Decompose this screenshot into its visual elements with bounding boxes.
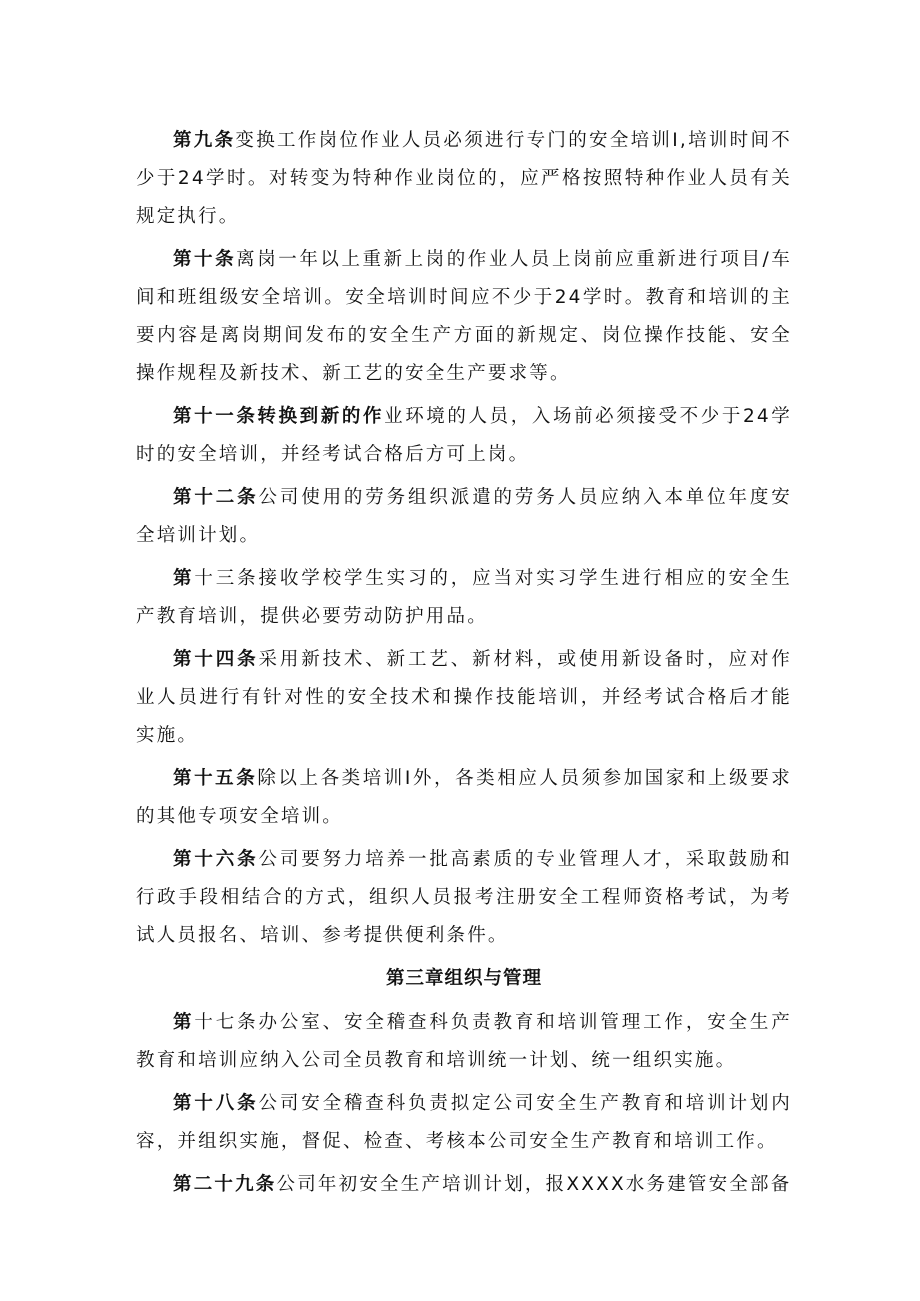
article-text: 业环境的人员，入场前必须接受不少于24学时的安全培训，并经考试合格后方可上岗。 (136, 406, 792, 465)
article-text: 十七条办公室、安全稽查科负责教育和培训管理工作，安全生产教育和培训应纳入公司全员教育和培训统一计划、统一组织实施。 (136, 1012, 792, 1071)
article-29 (136, 1166, 792, 1204)
article-label: 第十八条 (173, 1093, 259, 1114)
article-text: 公司使用的劳务组织派遣的劳务人员应纳入本单位年度安全培训计划。 (136, 487, 792, 546)
article-11 (136, 398, 792, 474)
article-13 (136, 560, 792, 636)
article-16 (136, 841, 792, 955)
article-label: 第十五条 (173, 768, 258, 789)
article-label: 第十二条 (173, 487, 259, 508)
article-text: 公司要努力培养一批高素质的专业管理人才，采取鼓励和行政手段相结合的方式，组织人员报考注册安全工程师资格考试，为考试人员报名、培训、参考提供便利条件。 (136, 849, 792, 946)
article-label: 第十六条 (173, 849, 259, 870)
article-text: 公司年初安全生产培训计划，报XXXX水务建管安全部备 (276, 1174, 792, 1195)
article-12 (136, 479, 792, 555)
chapter-heading: 第三章组织与管理 (385, 968, 542, 989)
article-text: 除以上各类培训I外，各类相应人员须参加国家和上级要求的其他专项安全培训。 (136, 768, 792, 827)
article-10 (136, 241, 792, 393)
article-text: 离岗一年以上重新上岗的作业人员上岗前应重新进行项目/车间和班组级安全培训。安全培训时间应不少于24学时。教育和培训的主要内容是离岗期间发布的安全生产方面的新规定、岗位操作技能、安全操作规程及新技术、新工艺的安全生产要求等。 (136, 249, 792, 384)
article-text: 变换工作岗位作业人员必须进行专门的安全培训I,培训时间不少于24学时。对转变为特种作业岗位的，应严格按照特种作业人员有关规定执行。 (136, 130, 792, 227)
article-label: 第十四条 (173, 649, 259, 670)
article-14 (136, 641, 792, 755)
article-text: 采用新技术、新工艺、新材料，或使用新设备时，应对作业人员进行有针对性的安全技术和操作技能培训，并经考试合格后才能实施。 (136, 649, 792, 746)
article-18 (136, 1085, 792, 1161)
article-label: 第九条 (173, 130, 236, 151)
article-17 (136, 1004, 792, 1080)
document-body (136, 122, 792, 1209)
article-label: 第 (173, 1012, 195, 1033)
article-9 (136, 122, 792, 236)
article-text: 十三条接收学校学生实习的，应当对实习学生进行相应的安全生产教育培训，提供必要劳动防护用品。 (136, 568, 792, 627)
article-15 (136, 760, 792, 836)
article-label: 第十条 (173, 249, 237, 270)
article-text: 公司安全稽查科负责拟定公司安全生产教育和培训计划内容，并组织实施，督促、检查、考核本公司安全生产教育和培训工作。 (136, 1093, 792, 1152)
article-label: 第二十九条 (173, 1174, 277, 1195)
article-label: 第十一条转换到新的作 (173, 406, 385, 427)
article-label: 第 (173, 568, 195, 589)
